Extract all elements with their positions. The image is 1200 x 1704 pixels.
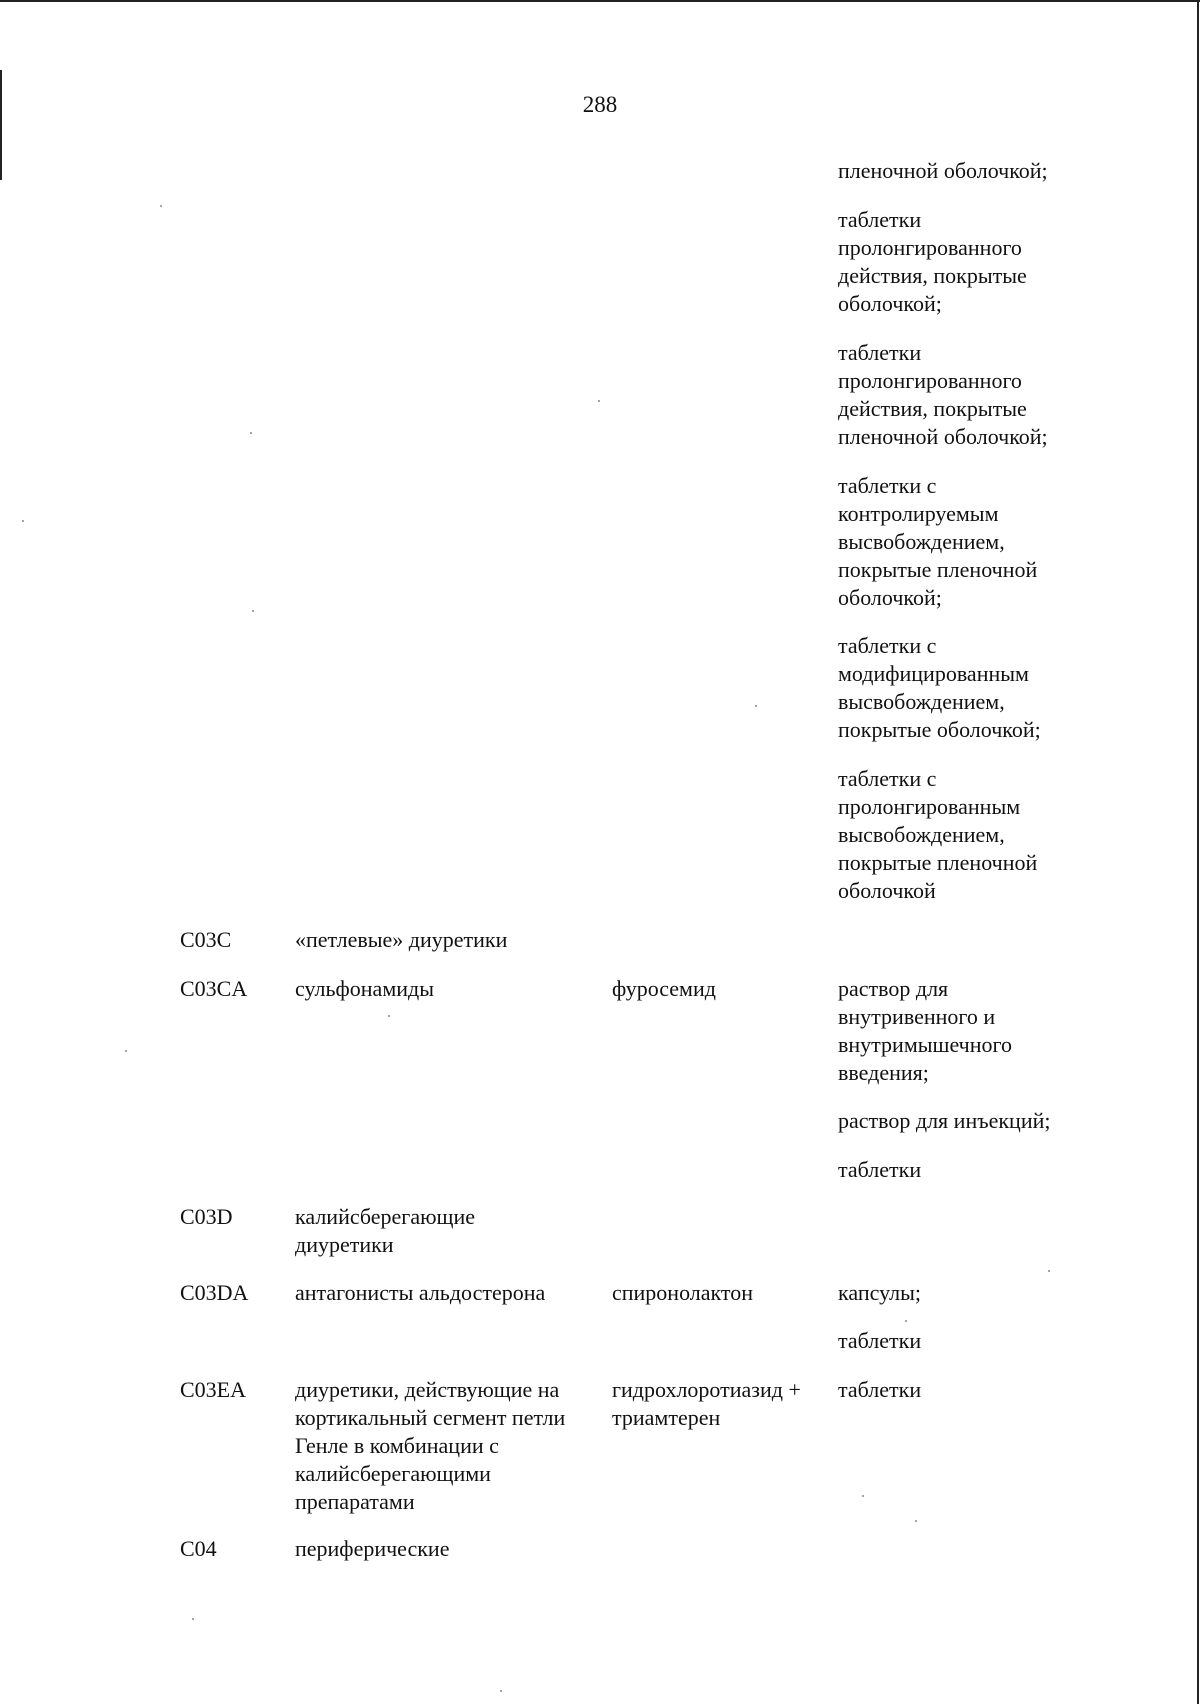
dosage-form: раствор для внутривенного и внутримышечного введения;: [838, 976, 1012, 1085]
scan-speck: [192, 1618, 194, 1620]
dosage-form-continued: пленочной оболочкой;: [838, 158, 1048, 183]
scan-speck: [862, 1495, 864, 1497]
scan-edge-left: [0, 70, 2, 180]
scan-edge-top: [0, 0, 1200, 2]
atc-code: C03DA: [180, 1280, 249, 1305]
atc-group-name: калийсберегающие диуретики: [295, 1204, 476, 1257]
atc-code: C03CA: [180, 976, 248, 1001]
scan-speck: [1048, 1270, 1050, 1272]
dosage-form-continued: таблетки с модифицированным высвобождением, покрытые оболочкой;: [838, 633, 1041, 742]
dosage-form: таблетки: [838, 1377, 922, 1402]
scan-speck: [388, 1015, 390, 1017]
scan-speck: [250, 432, 252, 434]
dosage-form-continued: таблетки пролонгированного действия, покрытые пленочной оболочкой;: [838, 340, 1048, 449]
atc-group-name: «петлевые» диуретики: [295, 927, 508, 952]
scan-speck: [755, 705, 757, 707]
dosage-form-continued: таблетки с пролонгированным высвобождением, покрытые пленочной оболочкой: [838, 766, 1038, 903]
scan-speck: [125, 1050, 127, 1052]
atc-code: C03C: [180, 927, 232, 952]
scan-speck: [252, 610, 254, 612]
dosage-form-continued: таблетки с контролируемым высвобождением, покрытые пленочной оболочкой;: [838, 473, 1038, 610]
page-number: 288: [582, 92, 618, 117]
atc-group-name: сульфонамиды: [295, 976, 434, 1001]
atc-code: C04: [180, 1536, 217, 1561]
drug-name: гидрохлоротиазид + триамтерен: [612, 1377, 801, 1430]
dosage-form: раствор для инъекций;: [838, 1108, 1051, 1133]
drug-name: фуросемид: [612, 976, 716, 1001]
scan-speck: [160, 205, 162, 207]
dosage-form: таблетки: [838, 1328, 922, 1353]
scan-speck: [22, 520, 24, 522]
scan-speck: [500, 1690, 502, 1692]
atc-group-name: антагонисты альдостерона: [295, 1280, 546, 1305]
scan-speck: [915, 1520, 917, 1522]
atc-group-name: периферические: [295, 1536, 450, 1561]
atc-group-name: диуретики, действующие на кортикальный сегмент петли Генле в комбинации с калийсберегающими препаратами: [295, 1377, 566, 1514]
dosage-form: капсулы;: [838, 1280, 921, 1305]
drug-name: спиронолактон: [612, 1280, 754, 1305]
atc-code: C03D: [180, 1204, 233, 1229]
atc-code: C03EA: [180, 1377, 246, 1402]
dosage-form: таблетки: [838, 1157, 922, 1182]
scan-speck: [598, 400, 600, 402]
dosage-form-continued: таблетки пролонгированного действия, покрытые оболочкой;: [838, 207, 1027, 316]
scan-edge-right: [1197, 0, 1199, 1704]
scan-speck: [905, 1320, 907, 1322]
